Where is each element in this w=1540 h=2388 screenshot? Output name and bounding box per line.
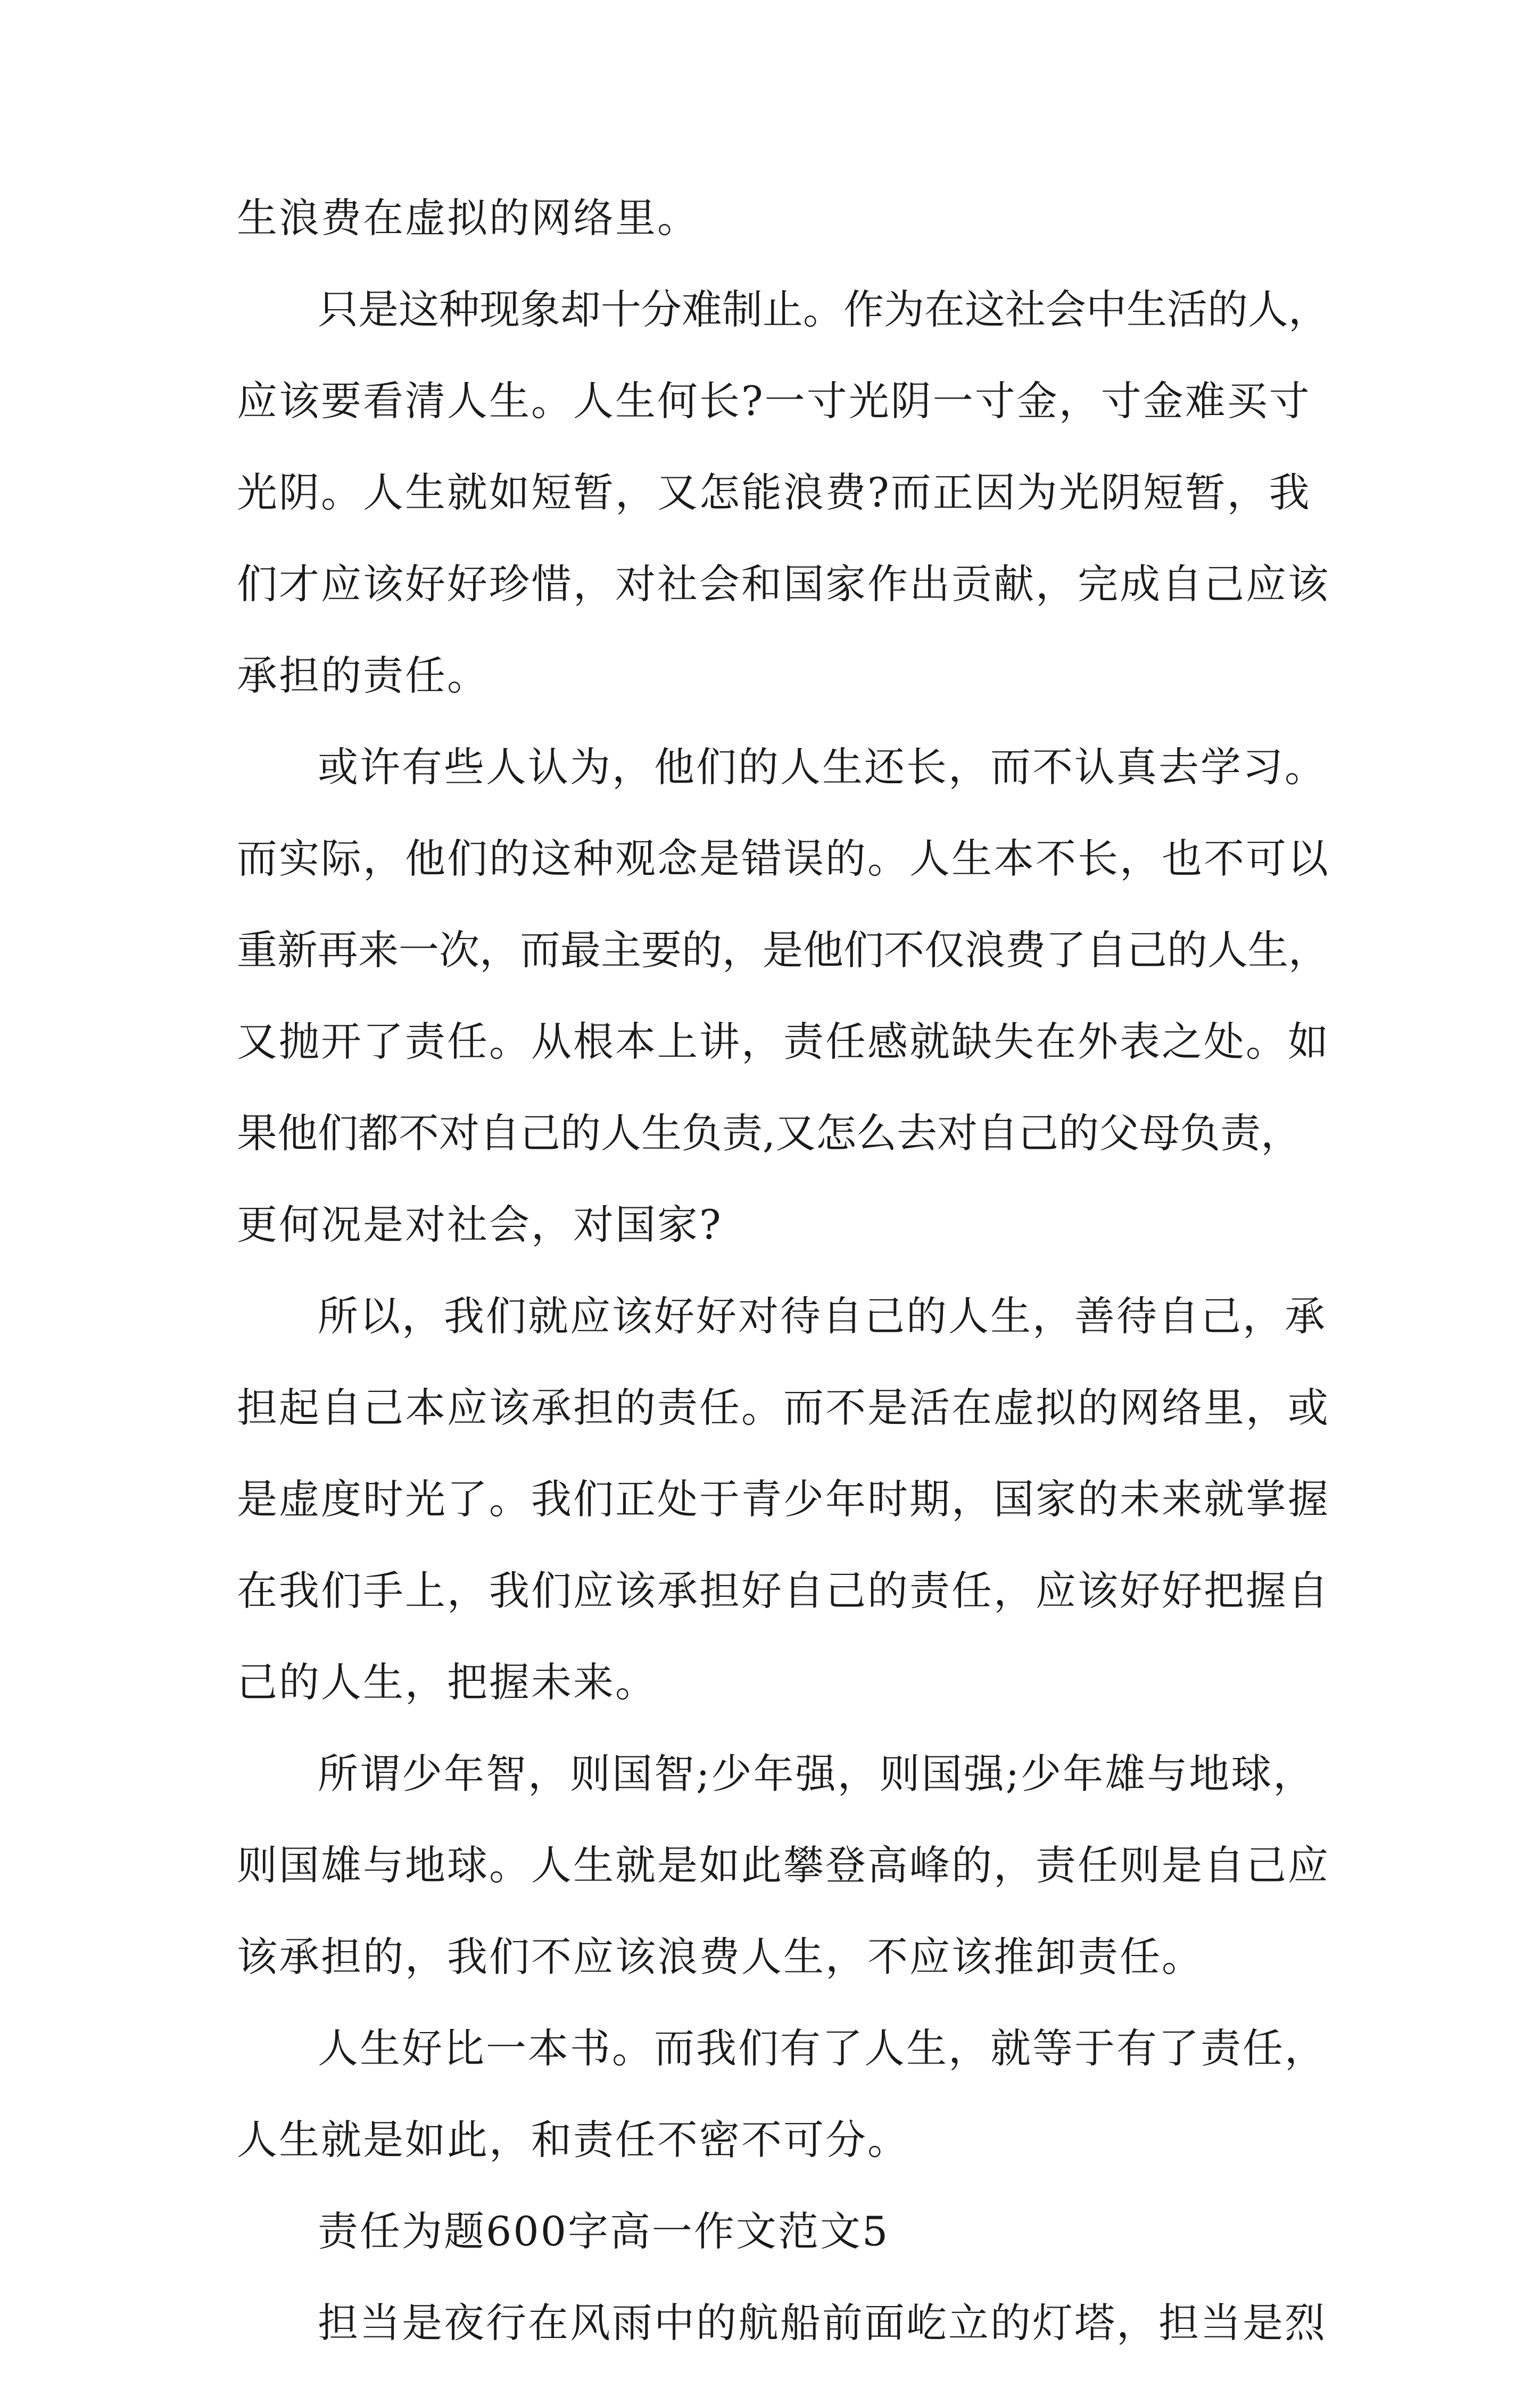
body-line: 承担的责任。 <box>237 652 489 699</box>
paragraph-first-line: 担当是夜行在风雨中的航船前面屹立的灯塔，担当是烈 <box>318 2299 1327 2346</box>
body-line: 担起自己本应该承担的责任。而不是活在虚拟的网络里，或 <box>237 1384 1330 1431</box>
body-line: 应该要看清人生。人生何长?一寸光阴一寸金，寸金难买寸 <box>237 377 1311 425</box>
body-line: 该承担的，我们不应该浪费人生，不应该推卸责任。 <box>237 1933 1204 1980</box>
body-line: 是虚度时光了。我们正处于青少年时期，国家的未来就掌握 <box>237 1475 1330 1523</box>
body-line: 们才应该好好珍惜，对社会和国家作出贡献，完成自己应该 <box>237 560 1330 608</box>
paragraph-first-line: 或许有些人认为，他们的人生还长，而不认真去学习。 <box>318 743 1327 791</box>
body-line: 重新再来一次，而最主要的，是他们不仅浪费了自己的人生， <box>237 926 1329 974</box>
body-line: 果他们都不对自己的人生负责,又怎么去对自己的父母负责， <box>237 1109 1302 1157</box>
body-line: 而实际，他们的这种观念是错误的。人生本不长，也不可以 <box>237 835 1330 882</box>
body-line: 光阴。人生就如短暂，又怎能浪费?而正因为光阴短暂，我 <box>237 469 1311 516</box>
body-line: 更何况是对社会，对国家? <box>237 1201 723 1248</box>
body-line: 在我们手上，我们应该承担好自己的责任，应该好好把握自 <box>237 1567 1330 1614</box>
paragraph-first-line: 所以，我们就应该好好对待自己的人生，善待自己，承 <box>318 1292 1327 1340</box>
essay-heading: 责任为题600字高一作文范文5 <box>318 2208 890 2255</box>
body-line: 又抛开了责任。从根本上讲，责任感就缺失在外表之处。如 <box>237 1018 1330 1065</box>
document-body <box>237 192 1344 2388</box>
paragraph-first-line: 人生好比一本书。而我们有了人生，就等于有了责任， <box>318 2025 1327 2072</box>
body-line: 生浪费在虚拟的网络里。 <box>237 194 699 242</box>
paragraph-first-line: 只是这种现象却十分难制止。作为在这社会中生活的人， <box>318 286 1329 333</box>
paragraph-first-line: 所谓少年智，则国智;少年强，则国强;少年雄与地球， <box>318 1750 1315 1797</box>
body-line: 人生就是如此，和责任不密不可分。 <box>237 2116 909 2163</box>
body-line: 己的人生，把握未来。 <box>237 1659 657 1706</box>
body-line: 则国雄与地球。人生就是如此攀登高峰的，责任则是自己应 <box>237 1842 1330 1889</box>
